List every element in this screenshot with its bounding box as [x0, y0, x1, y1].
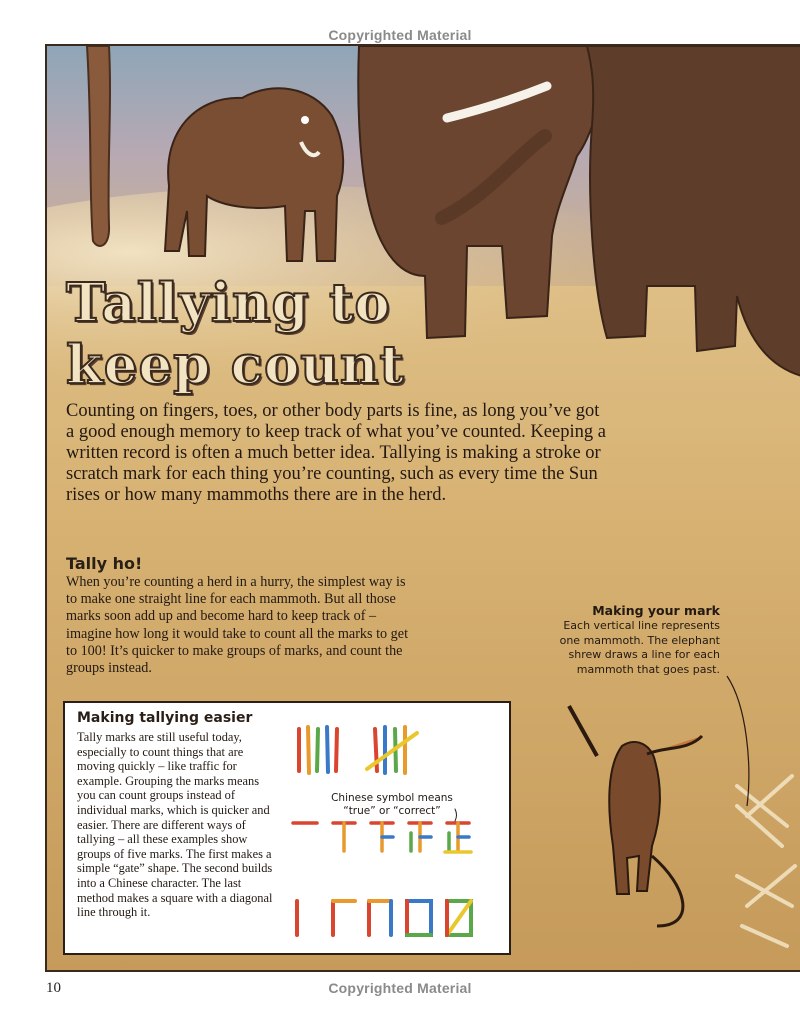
title-line-1: Tallying to [66, 272, 391, 334]
title-line-2: keep count [66, 334, 405, 396]
tally-row-lines [299, 727, 417, 773]
making-your-mark-heading: Making your mark [592, 603, 720, 618]
tally-row-square [297, 901, 471, 935]
page-number: 10 [46, 980, 61, 996]
tally-row-chinese [293, 809, 471, 852]
tally-examples-figure [285, 711, 505, 947]
chinese-symbol-note: Chinese symbol means “true” or “correct” [331, 792, 453, 817]
making-your-mark-caption [556, 603, 720, 677]
tally-ho-paragraph: When you’re counting a herd in a hurry, the simplest way is to make one straight line for each mammoth. But all those marks soon add up and become hard to keep track of – imagine how long it would take to count all the marks to get to 100! It’s quicker to make groups of marks, and count the groups instead. [66, 574, 409, 677]
page-title [66, 272, 486, 396]
intro-paragraph: Counting on fingers, toes, or other body parts is fine, as long you’ve got a good enough memory to keep track of what you’ve counted. Keeping a written record is often a much better idea. Tallying is making a stroke or scratch mark for each thing you’re counting, such as every time the Sun rises or how many mammoths there are in the herd. [66, 401, 606, 505]
making-your-mark-body: Each vertical line represents one mammoth. The elephant shrew draws a line for each mammoth that goes past. [559, 619, 720, 676]
tallying-easier-box [63, 701, 511, 955]
watermark-bottom: Copyrighted Material [328, 980, 472, 996]
box-paragraph: Tally marks are still useful today, especially to count things that are moving quickly – like traffic for example. Grouping the marks means you can count groups instead of individual marks, which is quicker and easier. There are different ways of tallying – all these examples show groups of five marks. The first makes a simple “gate” shape. The second builds into a Chinese character. The last method makes a square with a diagonal line through it. [77, 730, 273, 920]
tally-ho-heading: Tally ho! [66, 554, 143, 573]
watermark-top: Copyrighted Material [328, 27, 472, 43]
box-heading: Making tallying easier [77, 710, 253, 726]
